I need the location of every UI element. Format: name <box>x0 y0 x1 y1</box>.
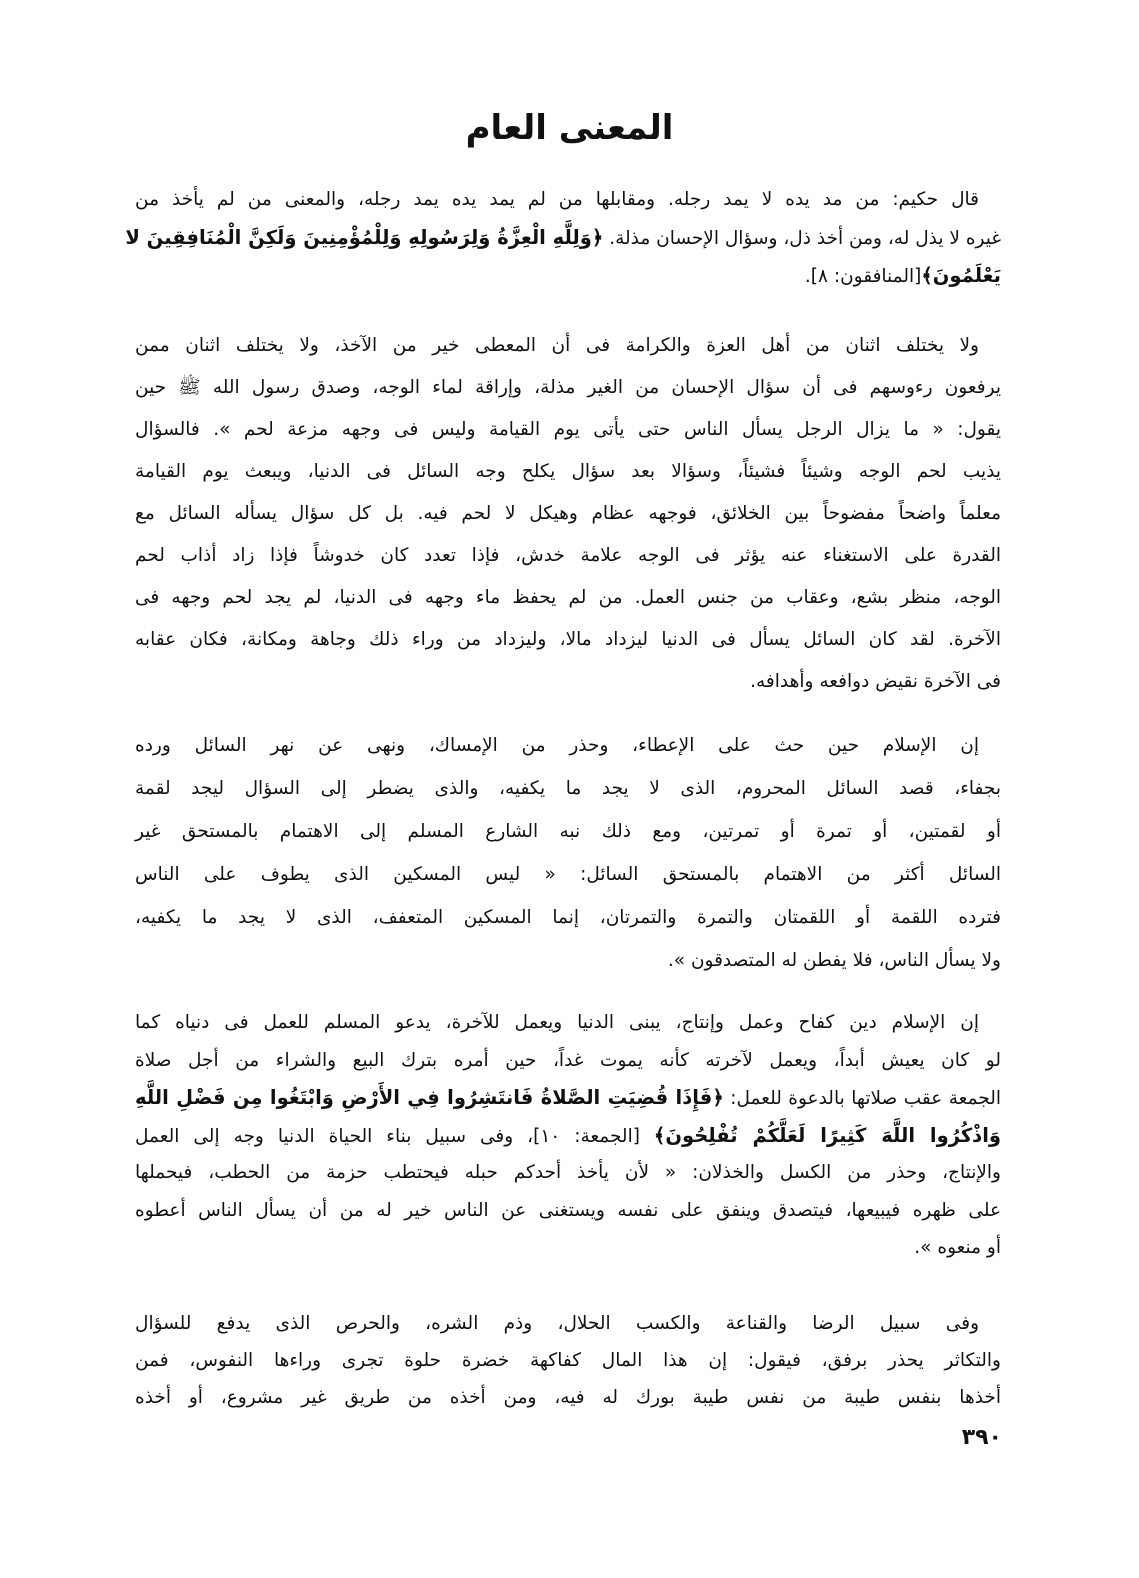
text-line: معلماً واضحاً مفضوحاً بين الخلائق، فوجهه عظام وهيكل لا لحم فيه. بل كل سؤال يسأله السائل مع <box>135 503 1001 524</box>
text-line: والتكاثر يحذر برفق، فيقول: إن هذا المال كفاكهة خضرة حلوة تجرى وراءها النفوس، فمن <box>135 1350 1001 1371</box>
text-line: فترده اللقمة أو اللقمتان والتمرة والتمرتان، إنما المسكين المتعفف، الذى لا يجد ما يكفيه، <box>135 907 1001 928</box>
text-span: الجمعة عقب صلاتها بالدعوة للعمل: <box>723 1088 1001 1109</box>
text-line: أخذها بنفس طيبة من نفس طيبة بورك له فيه، ومن أخذه من طريق غير مشروع، أو أخذه <box>135 1387 1001 1408</box>
text-line: السائل أكثر من الاهتمام بالمستحق السائل: « ليس المسكين الذى يطوف على الناس <box>135 864 1001 885</box>
text-line: أو لقمتين، أو تمرة أو تمرتين، ومع ذلك نبه الشارع المسلم إلى الاهتمام بالمستحق غير <box>135 821 1001 842</box>
text-line: فى الآخرة نقيض دوافعه وأهدافه. <box>750 671 1001 692</box>
text-line: يقول: « ما يزال الرجل يسأل الناس حتى يأتى يوم القيامة وليس فى وجهه مزعة لحم ». فالسؤال <box>135 419 1001 440</box>
text-line: يرفعون رءوسهم فى أن سؤال الإحسان من الغير مذلة، وإراقة لماء الوجه، وصدق رسول الله ﷺ حين <box>135 377 1001 398</box>
text-span: غيره لا يذل له، ومن أخذ ذل، وسؤال الإحسان مذلة. <box>603 228 1001 249</box>
text-line: وفى سبيل الرضا والقناعة والكسب الحلال، وذم الشره، والحرص الذى يدفع للسؤال <box>135 1313 979 1334</box>
text-line: لو كان يعيش أبداً، ويعمل لآخرته كأنه يموت غداً، حين أمره بترك البيع والشراء من أجل صلاة <box>135 1049 1001 1071</box>
text-line: الآخرة. لقد كان السائل يسأل فى الدنيا ليزداد مالا، وليزداد من وراء ذلك وجاهة ومكانة، فكان عقابه <box>135 629 1001 650</box>
paragraph-4 <box>135 1004 1001 1267</box>
quran-verse: يَعْلَمُونَ﴾ <box>921 264 1001 287</box>
text-line: ولا يسأل الناس، فلا يفطن له المتصدقون ». <box>667 950 1001 971</box>
text-line: قال حكيم: من مد يده لا يمد رجله. ومقابلها من لم يمد يده يمد رجله، والمعنى من لم يأخذ من <box>135 189 979 210</box>
text-line: ولا يختلف اثنان من أهل العزة والكرامة فى أن المعطى خير من الآخذ، ولا يختلف اثنان ممن <box>135 335 979 356</box>
quran-verse: ﴿وَلِلَّهِ الْعِزَّةُ وَلِرَسُولِهِ وَلِلْمُؤْمِنِينَ وَلَكِنَّ الْمُنَافِقِينَ لا <box>125 226 604 249</box>
text-line <box>135 1079 1001 1117</box>
text-line <box>135 1117 1001 1155</box>
paragraph-3 <box>135 724 1001 982</box>
page-number: ٣٩٠ <box>961 1425 1002 1450</box>
text-line: والإنتاج، وحذر من الكسل والخذلان: « لأن يأخذ أحدكم حبله فيحتطب حزمة من الحطب، فيحملها <box>135 1162 1001 1183</box>
quran-verse: وَاذْكُرُوا اللَّهَ كَثِيرًا لَعَلَّكُمْ تُفْلِحُونَ﴾ <box>653 1123 1001 1147</box>
page-title: المعنى العام <box>465 108 674 148</box>
paragraph-2 <box>135 325 1001 703</box>
quran-verse: ﴿فَإِذَا قُضِيَتِ الصَّلاةُ فَانتَشِرُوا فِي الأَرْضِ وَابْتَغُوا مِن فَضْلِ اللَّهِ <box>135 1086 724 1109</box>
text-line: إن الإسلام دين كفاح وعمل وإنتاج، يبنى الدنيا ويعمل للآخرة، يدعو المسلم للعمل فى دنياه كما <box>135 1012 979 1033</box>
text-line: إن الإسلام حين حث على الإعطاء، وحذر من الإمساك، ونهى عن نهر السائل ورده <box>135 735 979 756</box>
text-line: يذيب لحم الوجه وشيئاً فشيئاً، وسؤالا بعد سؤال يكلح وجه السائل فى الدنيا، ويبعث يوم القيامة <box>135 461 1001 482</box>
verse-citation: [المنافقون: ٨]. <box>804 266 922 287</box>
paragraph-1 <box>125 181 1001 295</box>
text-line: القدرة على الاستغناء عنه يؤثر فى الوجه علامة خدش، فإذا تعدد كان خدوشاً فإذا زاد أذاب لحم <box>135 545 1001 566</box>
text-line: بجفاء، قصد السائل المحروم، الذى لا يجد ما يكفيه، والذى يضطر إلى السؤال ليجد لقمة <box>135 778 1001 799</box>
verse-citation: [الجمعة: ١٠]، وفى سبيل بناء الحياة الدنيا وجه إلى العمل <box>135 1125 654 1147</box>
text-line: أو منعوه ». <box>914 1237 1001 1258</box>
text-line <box>135 257 1001 295</box>
paragraph-5 <box>135 1305 1001 1416</box>
text-line: على ظهره فيبيعها، فيتصدق وينفق على نفسه ويستغنى عن الناس خير له من أن يسأل الناس أعطوه <box>135 1199 1001 1221</box>
text-line <box>125 219 1001 257</box>
text-line: الوجه، منظر بشع، وعقاب من جنس العمل. من لم يحفظ ماء وجهه فى الدنيا، لم يجد لحم وجهه فى <box>135 587 1001 608</box>
